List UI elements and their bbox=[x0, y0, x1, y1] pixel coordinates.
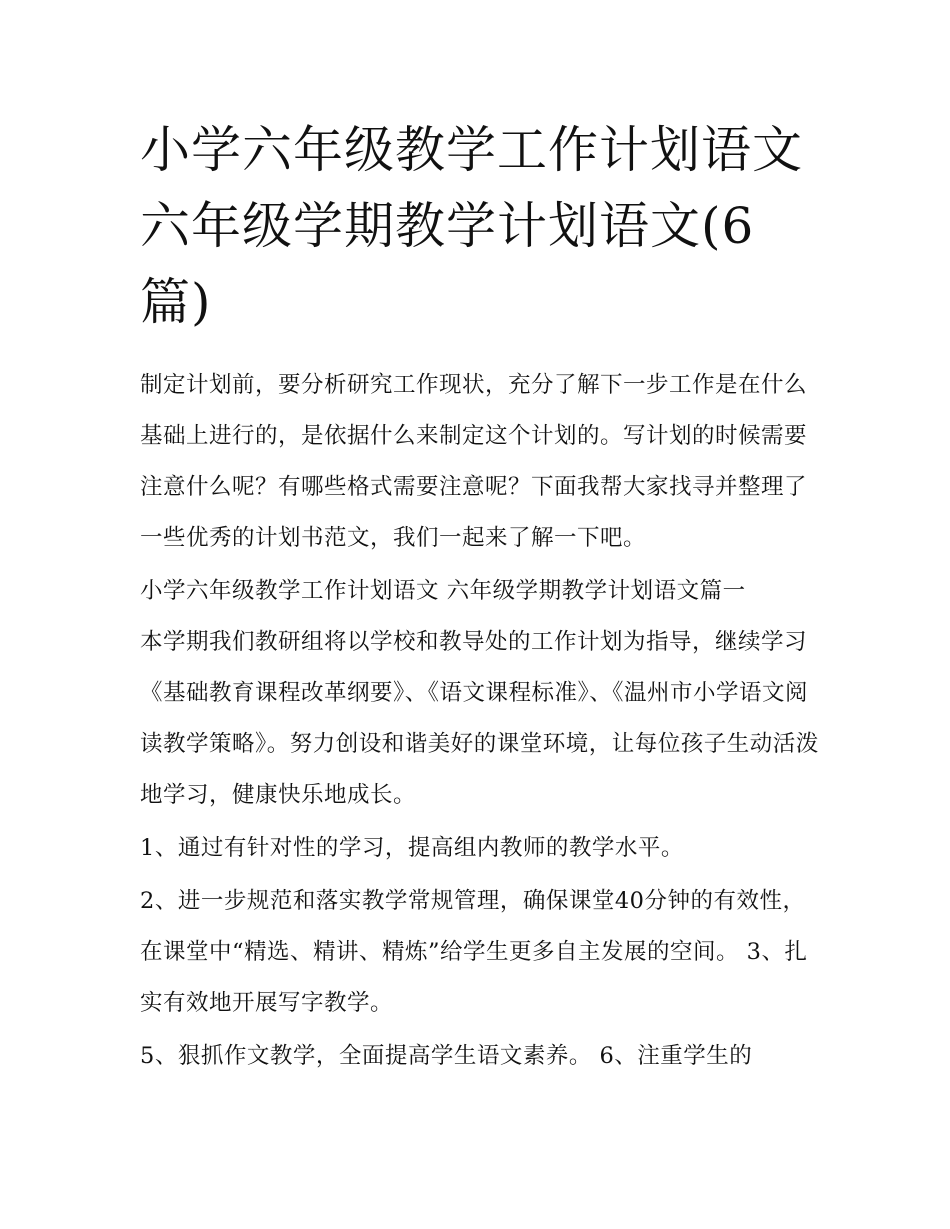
list-item: 5、狠抓作文教学，全面提高学生语文素养。 6、注重学生的 bbox=[140, 1043, 753, 1069]
intro-paragraph: 制定计划前，要分析研究工作现状，充分了解下一步工作是在什么基础上进行的，是依据什么来制定这个计划的。写计划的时候需要注意什么呢？有哪些格式需要注意呢？下面我帮大家找寻并整理了一些优秀的计划书范文，我们一起来了解一下吧。 bbox=[140, 372, 808, 551]
body-paragraph: 本学期我们教研组将以学校和教导处的工作计划为指导，继续学习《基础教育课程改革纲要》、《语文课程标准》、《温州市小学语文阅读教学策略》。努力创设和谐美好的课堂环境，让每位孩子生动活泼地学习，健康快乐地成长。 bbox=[140, 629, 819, 808]
document-page bbox=[140, 112, 820, 1082]
list-item: 2、进一步规范和落实教学常规管理，确保课堂40分钟的有效性，在课堂中“精选、精讲、精炼”给学生更多自主发展的空间。 3、扎实有效地开展写字教学。 bbox=[140, 888, 808, 1016]
section-heading: 小学六年级教学工作计划语文 六年级学期教学计划语文篇一 bbox=[140, 578, 746, 604]
document-title: 小学六年级教学工作计划语文 六年级学期教学计划语文(6篇) bbox=[140, 121, 803, 331]
list-item: 1、通过有针对性的学习，提高组内教师的教学水平。 bbox=[140, 835, 684, 861]
